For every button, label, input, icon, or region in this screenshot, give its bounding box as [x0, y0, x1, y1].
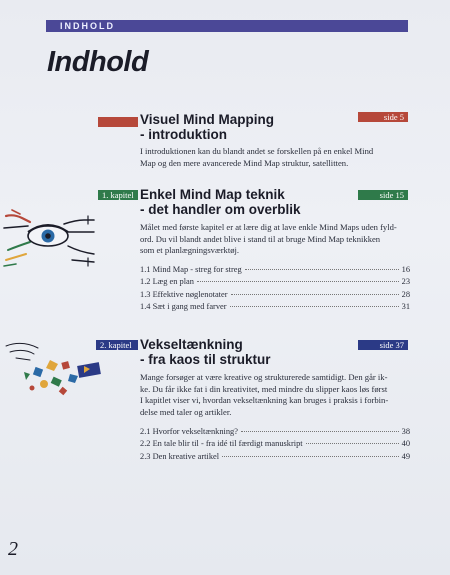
- toc-entry: 1.1 Mind Map - streg for streg 16: [140, 265, 410, 274]
- chapter-2-title-line1: Vekseltænkning: [140, 337, 243, 352]
- chapter-2-description: Mange forsøger at være kreative og strukturerede samtidigt. Den går ik- ke. Du får ikke fat i din kreativitet, med mindre du slipper kaos løs først I kapitlet viser vi, hvordan vekseltænkning kan bruges i praksis i forbin- delse med taler og artikler.: [140, 372, 389, 417]
- toc-entry: 1.2 Læg en plan 23: [140, 277, 410, 287]
- intro-title-line2: - introduktion: [140, 127, 227, 142]
- page-number: 2: [8, 538, 18, 560]
- toc-entry: 2.1 Hvorfor vekseltænkning? 38: [140, 427, 410, 436]
- chapter-1-toc: [140, 264, 410, 314]
- intro-description: I introduktionen kan du blandt andet se forskellen på en enkel Mind Map og den mere avancerede Mind Map struktur, satellitten.: [140, 146, 374, 168]
- intro-page-ref: side 5: [358, 112, 408, 122]
- chapter-2-label: 2. kapitel: [96, 340, 138, 350]
- chapter-1-description: Målet med første kapitel er at lære dig at lave enkle Mind Maps uden fyld- ord. Du vil blandt andet blive i stand til at bruge Mind Map teknikken som et planlægningsværktøj.: [140, 222, 397, 255]
- chapter-2-toc: [140, 426, 410, 463]
- chapter-1-title-line1: Enkel Mind Map teknik: [140, 187, 285, 202]
- intro-title-line1: Visuel Mind Mapping: [140, 112, 275, 127]
- page-title: Indhold: [47, 46, 149, 78]
- chapter-1-page-ref: side 15: [358, 190, 408, 200]
- toc-entry: 1.3 Effektive nøglenotater 28: [140, 289, 410, 299]
- intro-tag-bar: [98, 117, 138, 127]
- chaos-to-structure-illustration: [4, 338, 104, 400]
- eye-mind-map-illustration: [2, 206, 102, 272]
- toc-entry: 2.3 Den kreative artikel 49: [140, 451, 410, 461]
- toc-entry: 1.4 Sæt i gang med farver 31: [140, 302, 410, 312]
- chapter-1-title-line2: - det handler om overblik: [140, 202, 301, 217]
- header-label: INDHOLD: [60, 21, 115, 31]
- chapter-2-title-line2: - fra kaos til struktur: [140, 352, 271, 367]
- chapter-1-label: 1. kapitel: [98, 190, 138, 200]
- chapter-2-page-ref: side 37: [358, 340, 408, 350]
- toc-entry: 2.2 En tale blir til - fra idé til færdigt manuskript 40: [140, 439, 410, 449]
